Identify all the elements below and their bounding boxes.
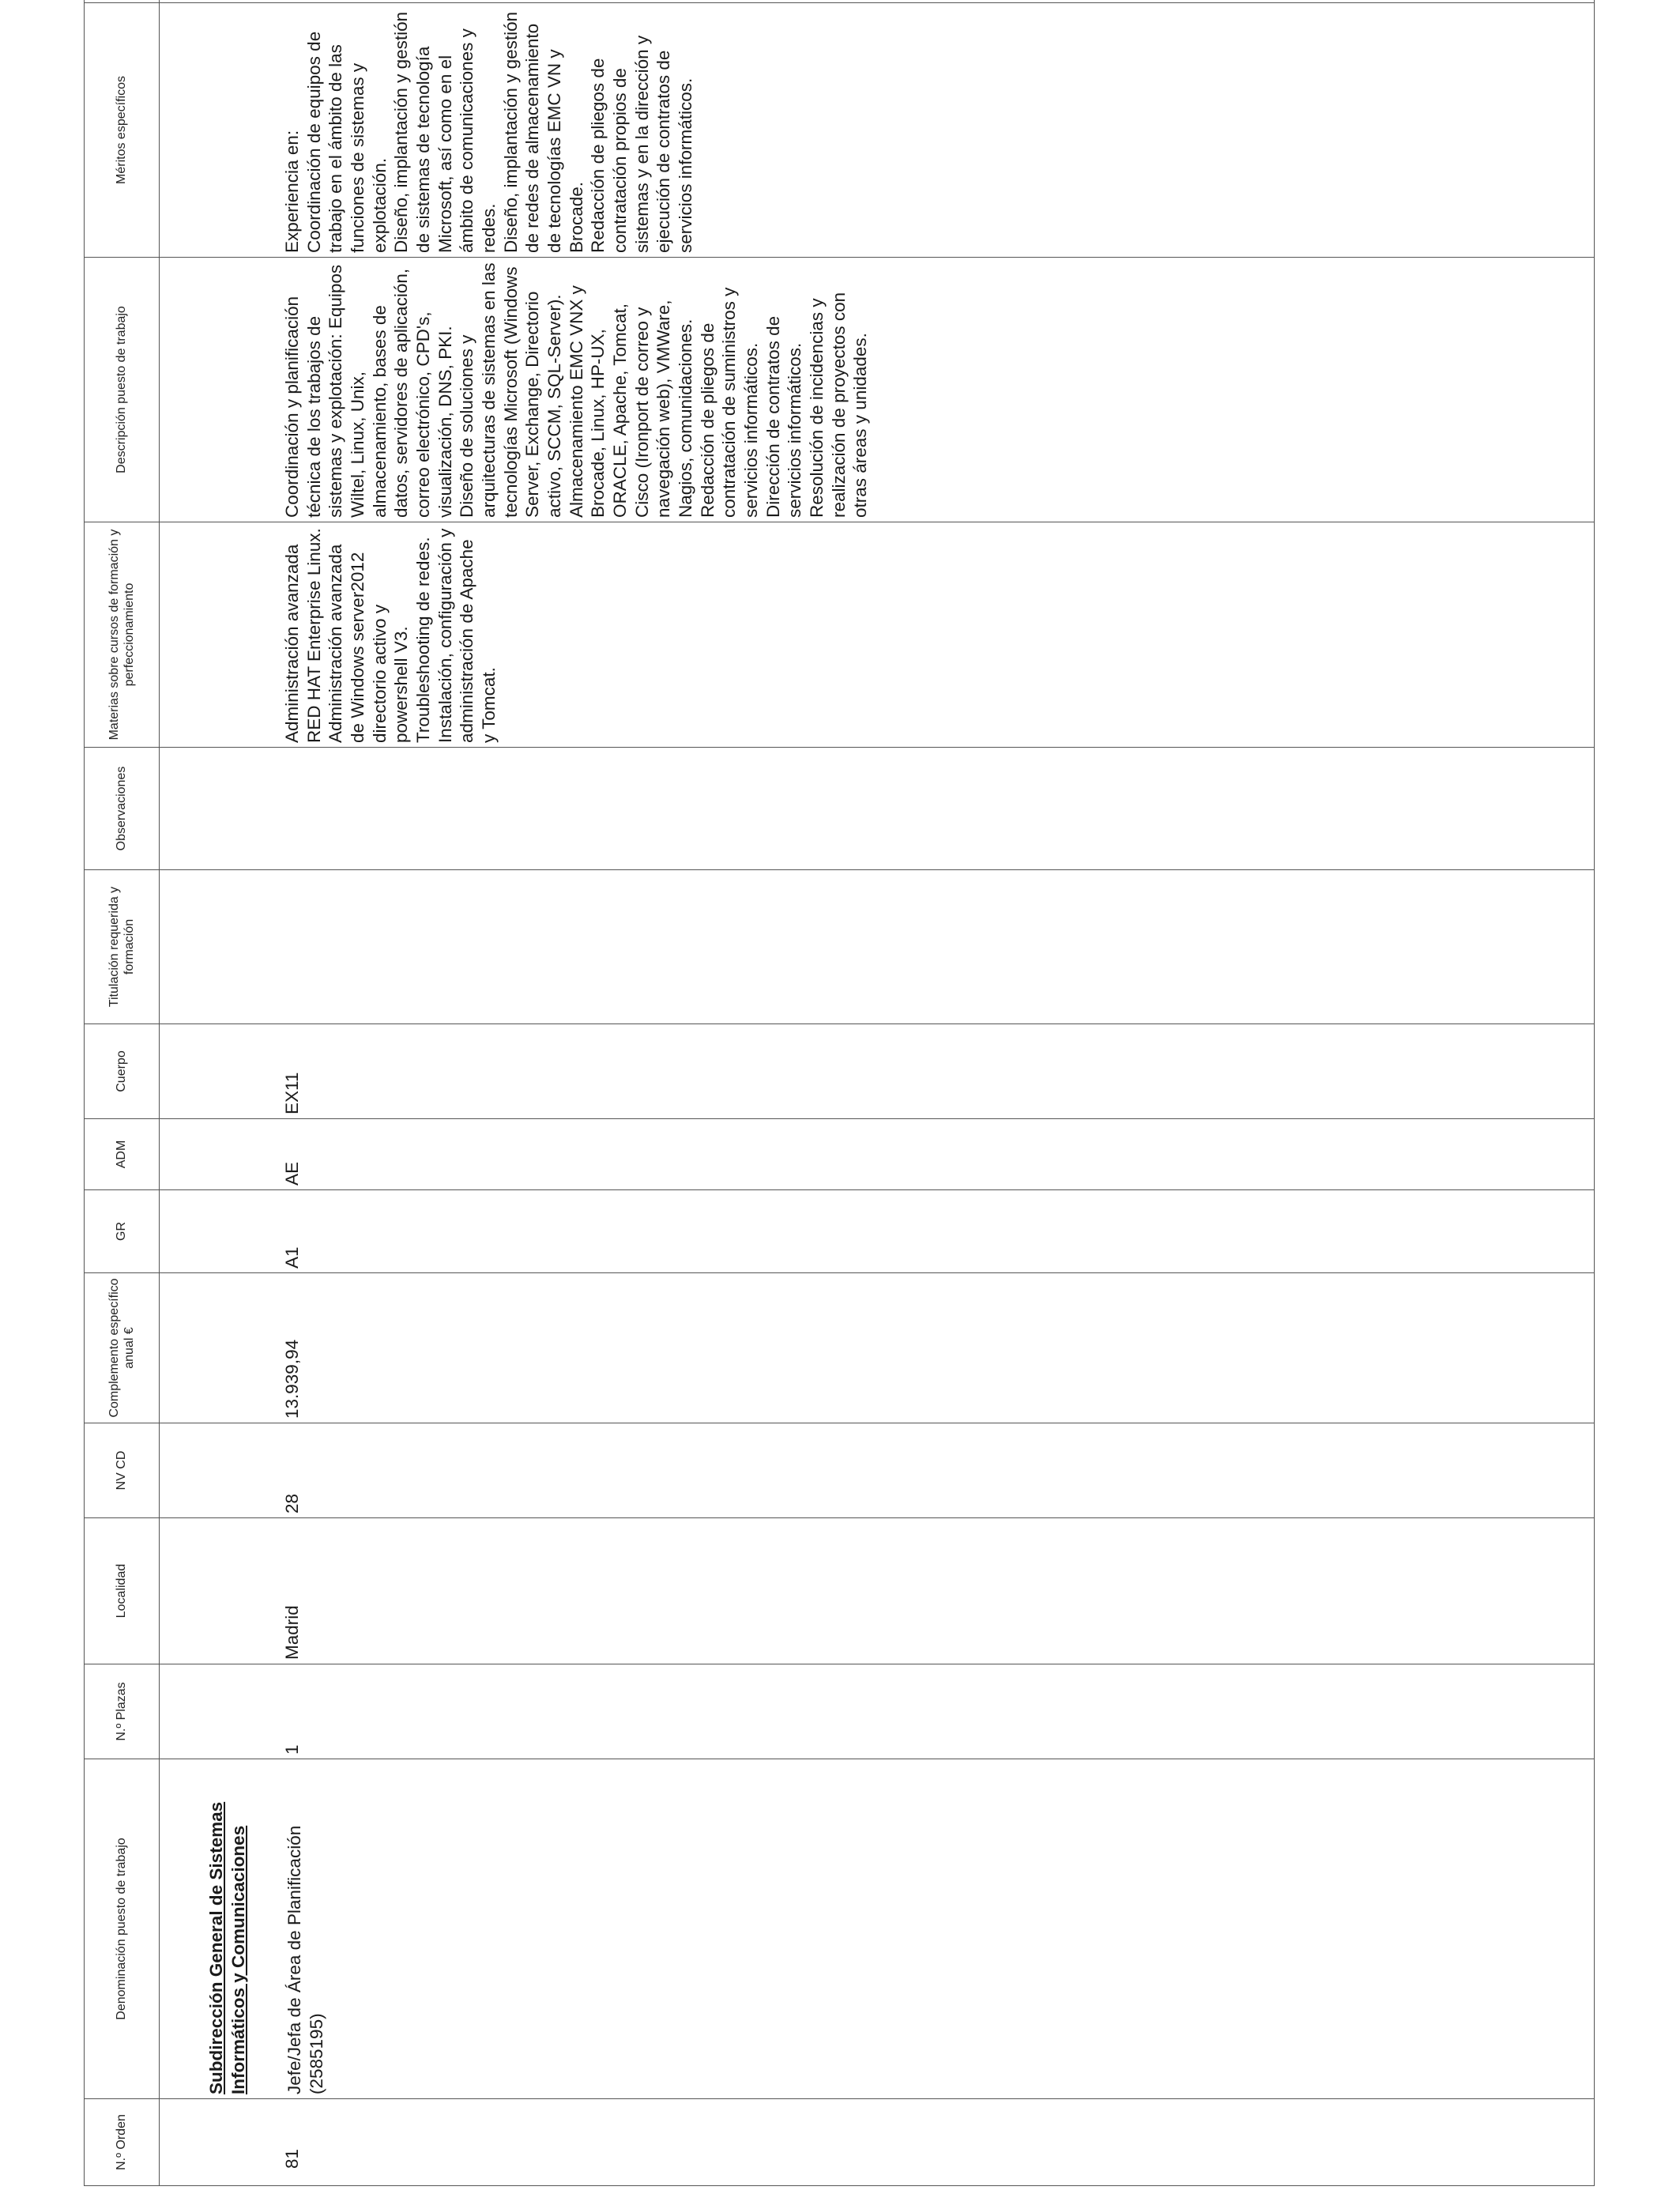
materias-item: Administración avanzada de Windows server2012 directorio activo y powershell V3. [326,544,412,743]
section-title: Subdirección General de Sistemas Informáticos y Comunicaciones [206,1801,248,2094]
meritos-list [160,7,697,253]
cell-grupo [160,1190,1595,1273]
cell-titulacion [160,870,1595,1024]
cell-observaciones [160,748,1595,870]
header-denominacion: Denominación puesto de trabajo [85,1759,160,2099]
cell-plazas [160,1664,1595,1759]
header-localidad: Localidad [85,1518,160,1664]
cell-cuerpo [160,1024,1595,1119]
cell-complemento [160,1273,1595,1423]
denominacion-value: Jefe/Jefa de Área de Planificación (2585195) [284,1825,327,2094]
cell-localidad [160,1518,1595,1664]
header-meritos: Méritos específicos [85,3,160,258]
nivel-value: 28 [282,1493,302,1514]
materias-list [160,526,500,743]
materias-item: Instalación, configuración y administración de Apache y Tomcat. [435,528,499,743]
meritos-item: Redacción de pliegos de contratación propios de sistemas y en la dirección y ejecución de contratos de servicios informáticos. [588,35,696,253]
header-grupo: GR [85,1190,160,1273]
descripcion-list [160,262,872,518]
meritos-item: Diseño, implantación y gestión de sistemas de tecnología Microsoft, así como en el ámbito de comunicaciones y redes. [391,11,499,253]
complemento-value: 13.939,94 [282,1339,302,1419]
header-nivel: NV CD [85,1423,160,1518]
header-materias: Materias sobre cursos de formación y perfeccionamiento [85,522,160,748]
cell-descripcion [160,258,1595,522]
meritos-item: Coordinación de equipos de trabajo en el ámbito de las funciones de sistemas y explotación. [303,31,390,253]
header-plazas: N.º Plazas [85,1664,160,1759]
meritos-item: Experiencia en: [282,130,302,253]
cell-materias [160,522,1595,748]
table-header-row [85,0,160,2186]
header-adm: ADM [85,1119,160,1190]
localidad-value: Madrid [282,1605,302,1660]
observaciones-value [160,752,281,865]
cell-meritos [160,3,1595,258]
adm-value: AE [282,1161,302,1186]
descripcion-item: Diseño de soluciones y arquitecturas de sistemas en las tecnologías Microsoft (Windows Server, Exchange, Directorio activo, SCCM, SQL-Server). [457,262,565,518]
header-descripcion: Descripción puesto de trabajo [85,258,160,522]
materias-item: Administración avanzada RED HAT Enterprise Linux. [282,528,324,743]
descripcion-item: Dirección de contratos de servicios informáticos. Resolución de incidencias y realización de proyectos con otras áreas y unidades. [763,292,871,518]
header-em [85,0,160,3]
plazas-value: 1 [282,1744,302,1755]
titulacion-value [160,874,281,1020]
grupo-value: A1 [282,1246,302,1269]
descripcion-item: Coordinación y planificación técnica de los trabajos de sistemas y explotación: Equipos Wiltel, Linux, Unix, almacenamiento, bases de datos, servidores de aplicación, correo electrónico, CPD's, visualización, DNS, PKI. [282,264,455,518]
cell-orden [160,2099,1595,2186]
cell-denominacion [160,1759,1595,2099]
materias-item: Troubleshooting de redes. [413,537,434,743]
cell-em [160,0,1595,3]
orden-value: 81 [282,2148,302,2169]
descripcion-item: Almacenamiento EMC VNX y Brocade, Linux, HP-UX, ORACLE, Apache, Tomcat, Cisco (Ironport de correo y navegación web), VMWare, Nagios, comunidaciones. [566,285,696,518]
header-titulacion: Titulación requerida y formación [85,870,160,1024]
header-observaciones: Observaciones [85,748,160,870]
header-cuerpo: Cuerpo [85,1024,160,1119]
header-complemento: Complemento específico anual € [85,1273,160,1423]
cell-nivel [160,1423,1595,1518]
cuerpo-value: EX11 [282,1072,302,1114]
descripcion-item: Redacción de pliegos de contratación de suministros y servicios informáticos. [697,287,762,518]
meritos-item: Diseño, implantación y gestión de redes de almacenamiento de tecnologías EMC VN y Brocade. [500,11,586,253]
cell-adm [160,1119,1595,1190]
table-row [160,0,1595,2186]
header-orden: N.º Orden [85,2099,160,2186]
job-positions-table [84,0,1595,2186]
